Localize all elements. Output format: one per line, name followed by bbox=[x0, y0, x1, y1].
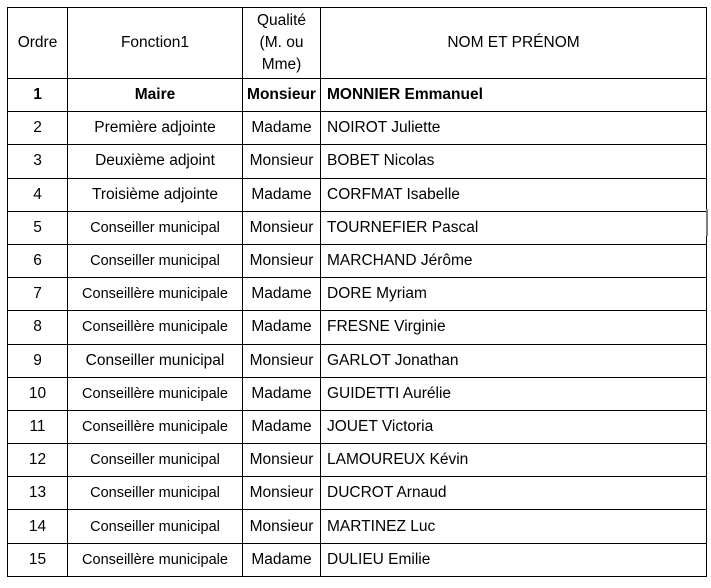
cell-ordre: 6 bbox=[8, 244, 68, 277]
cell-nom: DUCROT Arnaud bbox=[321, 477, 707, 510]
cell-nom: BOBET Nicolas bbox=[321, 145, 707, 178]
cell-qualite: Monsieur bbox=[243, 444, 321, 477]
table-row bbox=[8, 211, 707, 244]
cell-fonction: Conseiller municipal bbox=[68, 211, 243, 244]
cell-qualite: Monsieur bbox=[243, 211, 321, 244]
table-row bbox=[8, 278, 707, 311]
cell-nom: NOIROT Juliette bbox=[321, 112, 707, 145]
cell-nom: DULIEU Emilie bbox=[321, 543, 707, 576]
cell-qualite: Madame bbox=[243, 410, 321, 443]
cell-nom: JOUET Victoria bbox=[321, 410, 707, 443]
cell-ordre: 11 bbox=[8, 410, 68, 443]
cell-qualite: Madame bbox=[243, 178, 321, 211]
cell-qualite: Madame bbox=[243, 543, 321, 576]
cell-fonction: Conseillère municipale bbox=[68, 377, 243, 410]
cell-fonction: Conseillère municipale bbox=[68, 278, 243, 311]
table-row bbox=[8, 510, 707, 543]
cell-fonction: Conseillère municipale bbox=[68, 543, 243, 576]
cell-nom: CORFMAT Isabelle bbox=[321, 178, 707, 211]
table-header-row bbox=[8, 8, 707, 79]
cell-ordre: 10 bbox=[8, 377, 68, 410]
table-row bbox=[8, 444, 707, 477]
cell-qualite: Madame bbox=[243, 311, 321, 344]
cell-fonction: Conseiller municipal bbox=[68, 244, 243, 277]
table-row bbox=[8, 543, 707, 576]
cell-qualite: Madame bbox=[243, 278, 321, 311]
cell-qualite: Monsieur bbox=[243, 344, 321, 377]
cell-ordre: 3 bbox=[8, 145, 68, 178]
cell-nom: MARCHAND Jérôme bbox=[321, 244, 707, 277]
cell-qualite: Monsieur bbox=[243, 145, 321, 178]
table-row bbox=[8, 477, 707, 510]
table-row bbox=[8, 344, 707, 377]
table-row bbox=[8, 311, 707, 344]
cell-fonction: Conseiller municipal bbox=[68, 444, 243, 477]
cell-qualite: Madame bbox=[243, 112, 321, 145]
header-qualite: Qualité (M. ou Mme) bbox=[243, 8, 321, 79]
cell-nom: MONNIER Emmanuel bbox=[321, 79, 707, 112]
cell-nom: FRESNE Virginie bbox=[321, 311, 707, 344]
cell-ordre: 7 bbox=[8, 278, 68, 311]
cell-fonction: Troisième adjointe bbox=[68, 178, 243, 211]
cell-nom: TOURNEFIER Pascal bbox=[321, 211, 707, 244]
cell-nom: GARLOT Jonathan bbox=[321, 344, 707, 377]
table-row bbox=[8, 112, 707, 145]
table-row bbox=[8, 145, 707, 178]
council-members-table bbox=[7, 7, 707, 577]
cell-ordre: 2 bbox=[8, 112, 68, 145]
table-row bbox=[8, 410, 707, 443]
cell-fonction: Conseiller municipal bbox=[68, 344, 243, 377]
table-row bbox=[8, 377, 707, 410]
cell-qualite: Madame bbox=[243, 377, 321, 410]
cell-nom: MARTINEZ Luc bbox=[321, 510, 707, 543]
cell-fonction: Conseillère municipale bbox=[68, 410, 243, 443]
table-row bbox=[8, 244, 707, 277]
cell-qualite: Monsieur bbox=[243, 79, 321, 112]
cell-nom: LAMOUREUX Kévin bbox=[321, 444, 707, 477]
cell-ordre: 8 bbox=[8, 311, 68, 344]
cell-ordre: 13 bbox=[8, 477, 68, 510]
table-row bbox=[8, 79, 707, 112]
cell-qualite: Monsieur bbox=[243, 510, 321, 543]
cell-fonction: Conseillère municipale bbox=[68, 311, 243, 344]
cell-ordre: 9 bbox=[8, 344, 68, 377]
cell-fonction: Conseiller municipal bbox=[68, 510, 243, 543]
header-ordre: Ordre bbox=[8, 8, 68, 79]
header-fonction: Fonction1 bbox=[68, 8, 243, 79]
cell-fonction: Maire bbox=[68, 79, 243, 112]
cell-ordre: 5 bbox=[8, 211, 68, 244]
table-row bbox=[8, 178, 707, 211]
cell-ordre: 4 bbox=[8, 178, 68, 211]
cell-ordre: 14 bbox=[8, 510, 68, 543]
resize-edge-mark bbox=[706, 209, 708, 236]
cell-ordre: 12 bbox=[8, 444, 68, 477]
cell-fonction: Première adjointe bbox=[68, 112, 243, 145]
cell-nom: GUIDETTI Aurélie bbox=[321, 377, 707, 410]
cell-ordre: 15 bbox=[8, 543, 68, 576]
cell-ordre: 1 bbox=[8, 79, 68, 112]
header-nom: NOM ET PRÉNOM bbox=[321, 8, 707, 79]
cell-qualite: Monsieur bbox=[243, 244, 321, 277]
cell-nom: DORE Myriam bbox=[321, 278, 707, 311]
cell-qualite: Monsieur bbox=[243, 477, 321, 510]
council-table-container bbox=[7, 7, 707, 577]
cell-fonction: Conseiller municipal bbox=[68, 477, 243, 510]
cell-fonction: Deuxième adjoint bbox=[68, 145, 243, 178]
